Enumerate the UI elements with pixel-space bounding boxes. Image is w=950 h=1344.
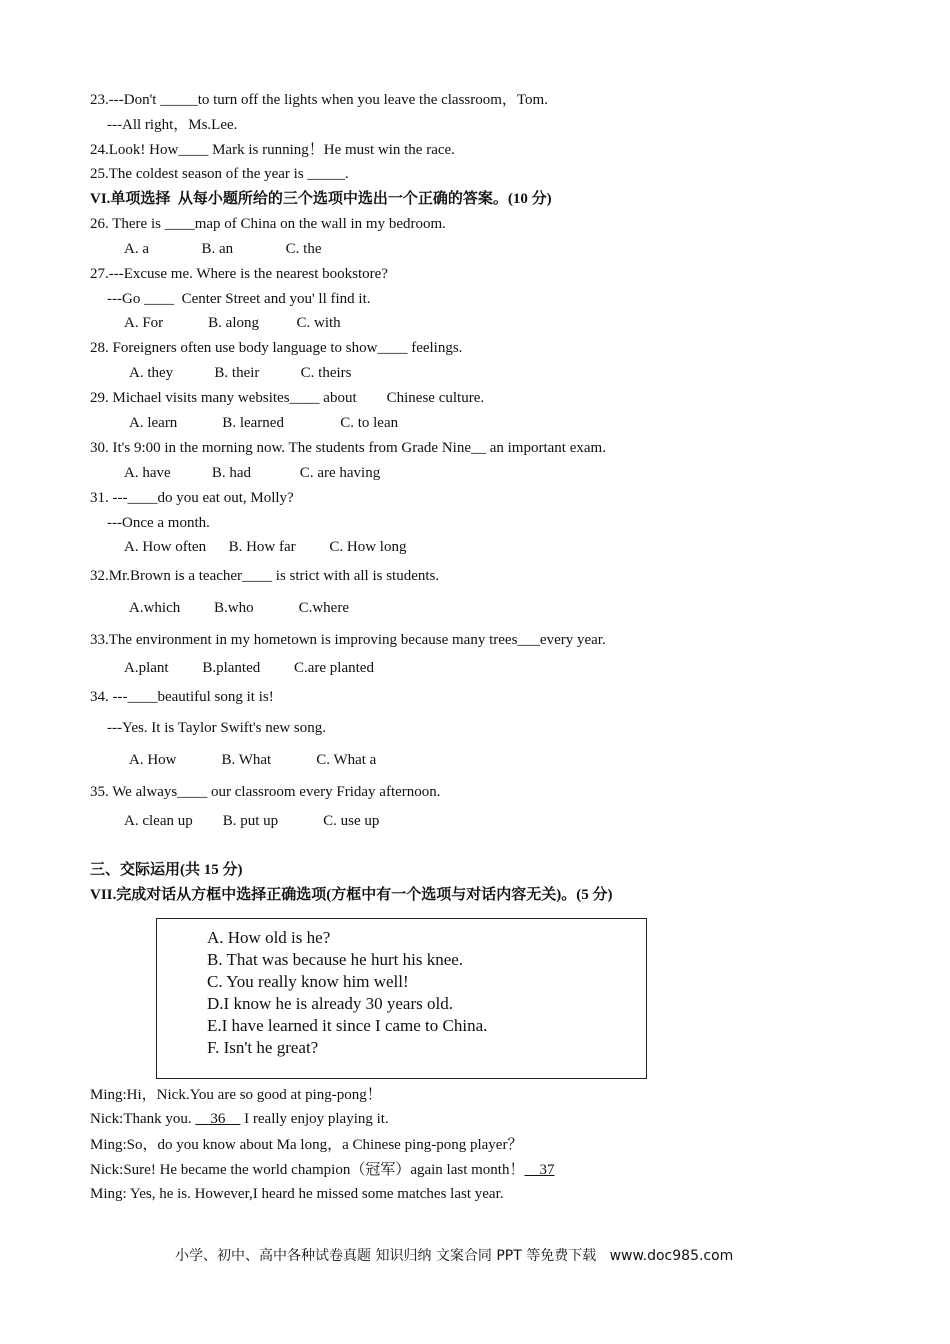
dialogue-line-2-end: I really enjoy playing it. (240, 1111, 389, 1127)
section-vii-heading: VII.完成对话从方框中选择正确选项(方框中有一个选项与对话内容无关)。(5 分) (90, 887, 613, 903)
question-33: 33.The environment in my hometown is improving because many trees___every year. (90, 632, 606, 648)
page-footer: 小学、初中、高中各种试卷真题 知识归纳 文案合同 PPT 等免费下载 www.doc985.com (175, 1248, 734, 1264)
dialogue-line-5: Ming: Yes, he is. However,I heard he missed some matches last year. (90, 1186, 504, 1202)
dialogue-line-1: Ming:Hi，Nick.You are so good at ping-pong！ (90, 1087, 382, 1103)
question-30: 30. It's 9:00 in the morning now. The students from Grade Nine__ an important exam. (90, 440, 606, 456)
box-option-b: B. That was because he hurt his knee. (207, 950, 464, 969)
question-24: 24.Look! How____ Mark is running！He must win the race. (90, 142, 455, 158)
question-35-options: A. clean up B. put up C. use up (124, 813, 380, 829)
question-35: 35. We always____ our classroom every Friday afternoon. (90, 784, 441, 800)
question-27: 27.---Excuse me. Where is the nearest bookstore? (90, 266, 388, 282)
box-option-c: C. You really know him well! (207, 972, 409, 991)
question-28-options: A. they B. their C. theirs (129, 365, 352, 381)
question-29: 29. Michael visits many websites____ about Chinese culture. (90, 390, 485, 406)
question-30-options: A. have B. had C. are having (124, 465, 381, 481)
section-vi-heading: VI.单项选择 从每小题所给的三个选项中选出一个正确的答案。(10 分) (90, 191, 552, 207)
question-26: 26. There is ____map of China on the wall in my bedroom. (90, 216, 446, 232)
dialogue-line-4-start: Nick:Sure! He became the world champion（冠军）again last month！ (90, 1162, 525, 1178)
section-three-heading: 三、交际运用(共 15 分) (90, 862, 243, 878)
question-34: 34. ---____beautiful song it is! (90, 689, 274, 705)
question-33-options: A.plant B.planted C.are planted (124, 660, 374, 676)
question-29-options: A. learn B. learned C. to lean (129, 415, 399, 431)
box-option-a: A. How old is he? (207, 928, 331, 947)
question-27-options: A. For B. along C. with (124, 315, 341, 331)
question-25: 25.The coldest season of the year is _____. (90, 166, 349, 182)
dialogue-line-4 (90, 1161, 554, 1179)
question-31-options: A. How often B. How far C. How long (124, 539, 407, 555)
question-32-options: A.which B.who C.where (129, 600, 349, 616)
blank-36: 36 (195, 1111, 241, 1127)
question-32: 32.Mr.Brown is a teacher____ is strict with all is students. (90, 568, 440, 584)
dialogue-line-3: Ming:So，do you know about Ma long，a Chinese ping-pong player？ (90, 1137, 523, 1153)
box-option-d: D.I know he is already 30 years old. (207, 994, 453, 1013)
question-34-reply: ---Yes. It is Taylor Swift's new song. (107, 720, 327, 736)
question-28: 28. Foreigners often use body language to show____ feelings. (90, 340, 463, 356)
question-31-reply: ---Once a month. (107, 515, 210, 531)
question-23: 23.---Don't _____to turn off the lights when you leave the classroom，Tom. (90, 92, 548, 108)
question-34-options: A. How B. What C. What a (129, 752, 377, 768)
dialogue-line-2 (90, 1110, 389, 1128)
box-option-e: E.I have learned it since I came to China. (207, 1016, 488, 1035)
question-23-reply: ---All right，Ms.Lee. (107, 117, 238, 133)
question-31: 31. ---____do you eat out, Molly? (90, 490, 294, 506)
question-27-reply: ---Go ____ Center Street and you' ll find it. (107, 291, 371, 307)
blank-37: 37 (524, 1162, 555, 1178)
question-26-options: A. a B. an C. the (124, 241, 322, 257)
dialogue-line-2-start: Nick:Thank you. (90, 1111, 196, 1127)
box-option-f: F. Isn't he great? (207, 1038, 319, 1057)
